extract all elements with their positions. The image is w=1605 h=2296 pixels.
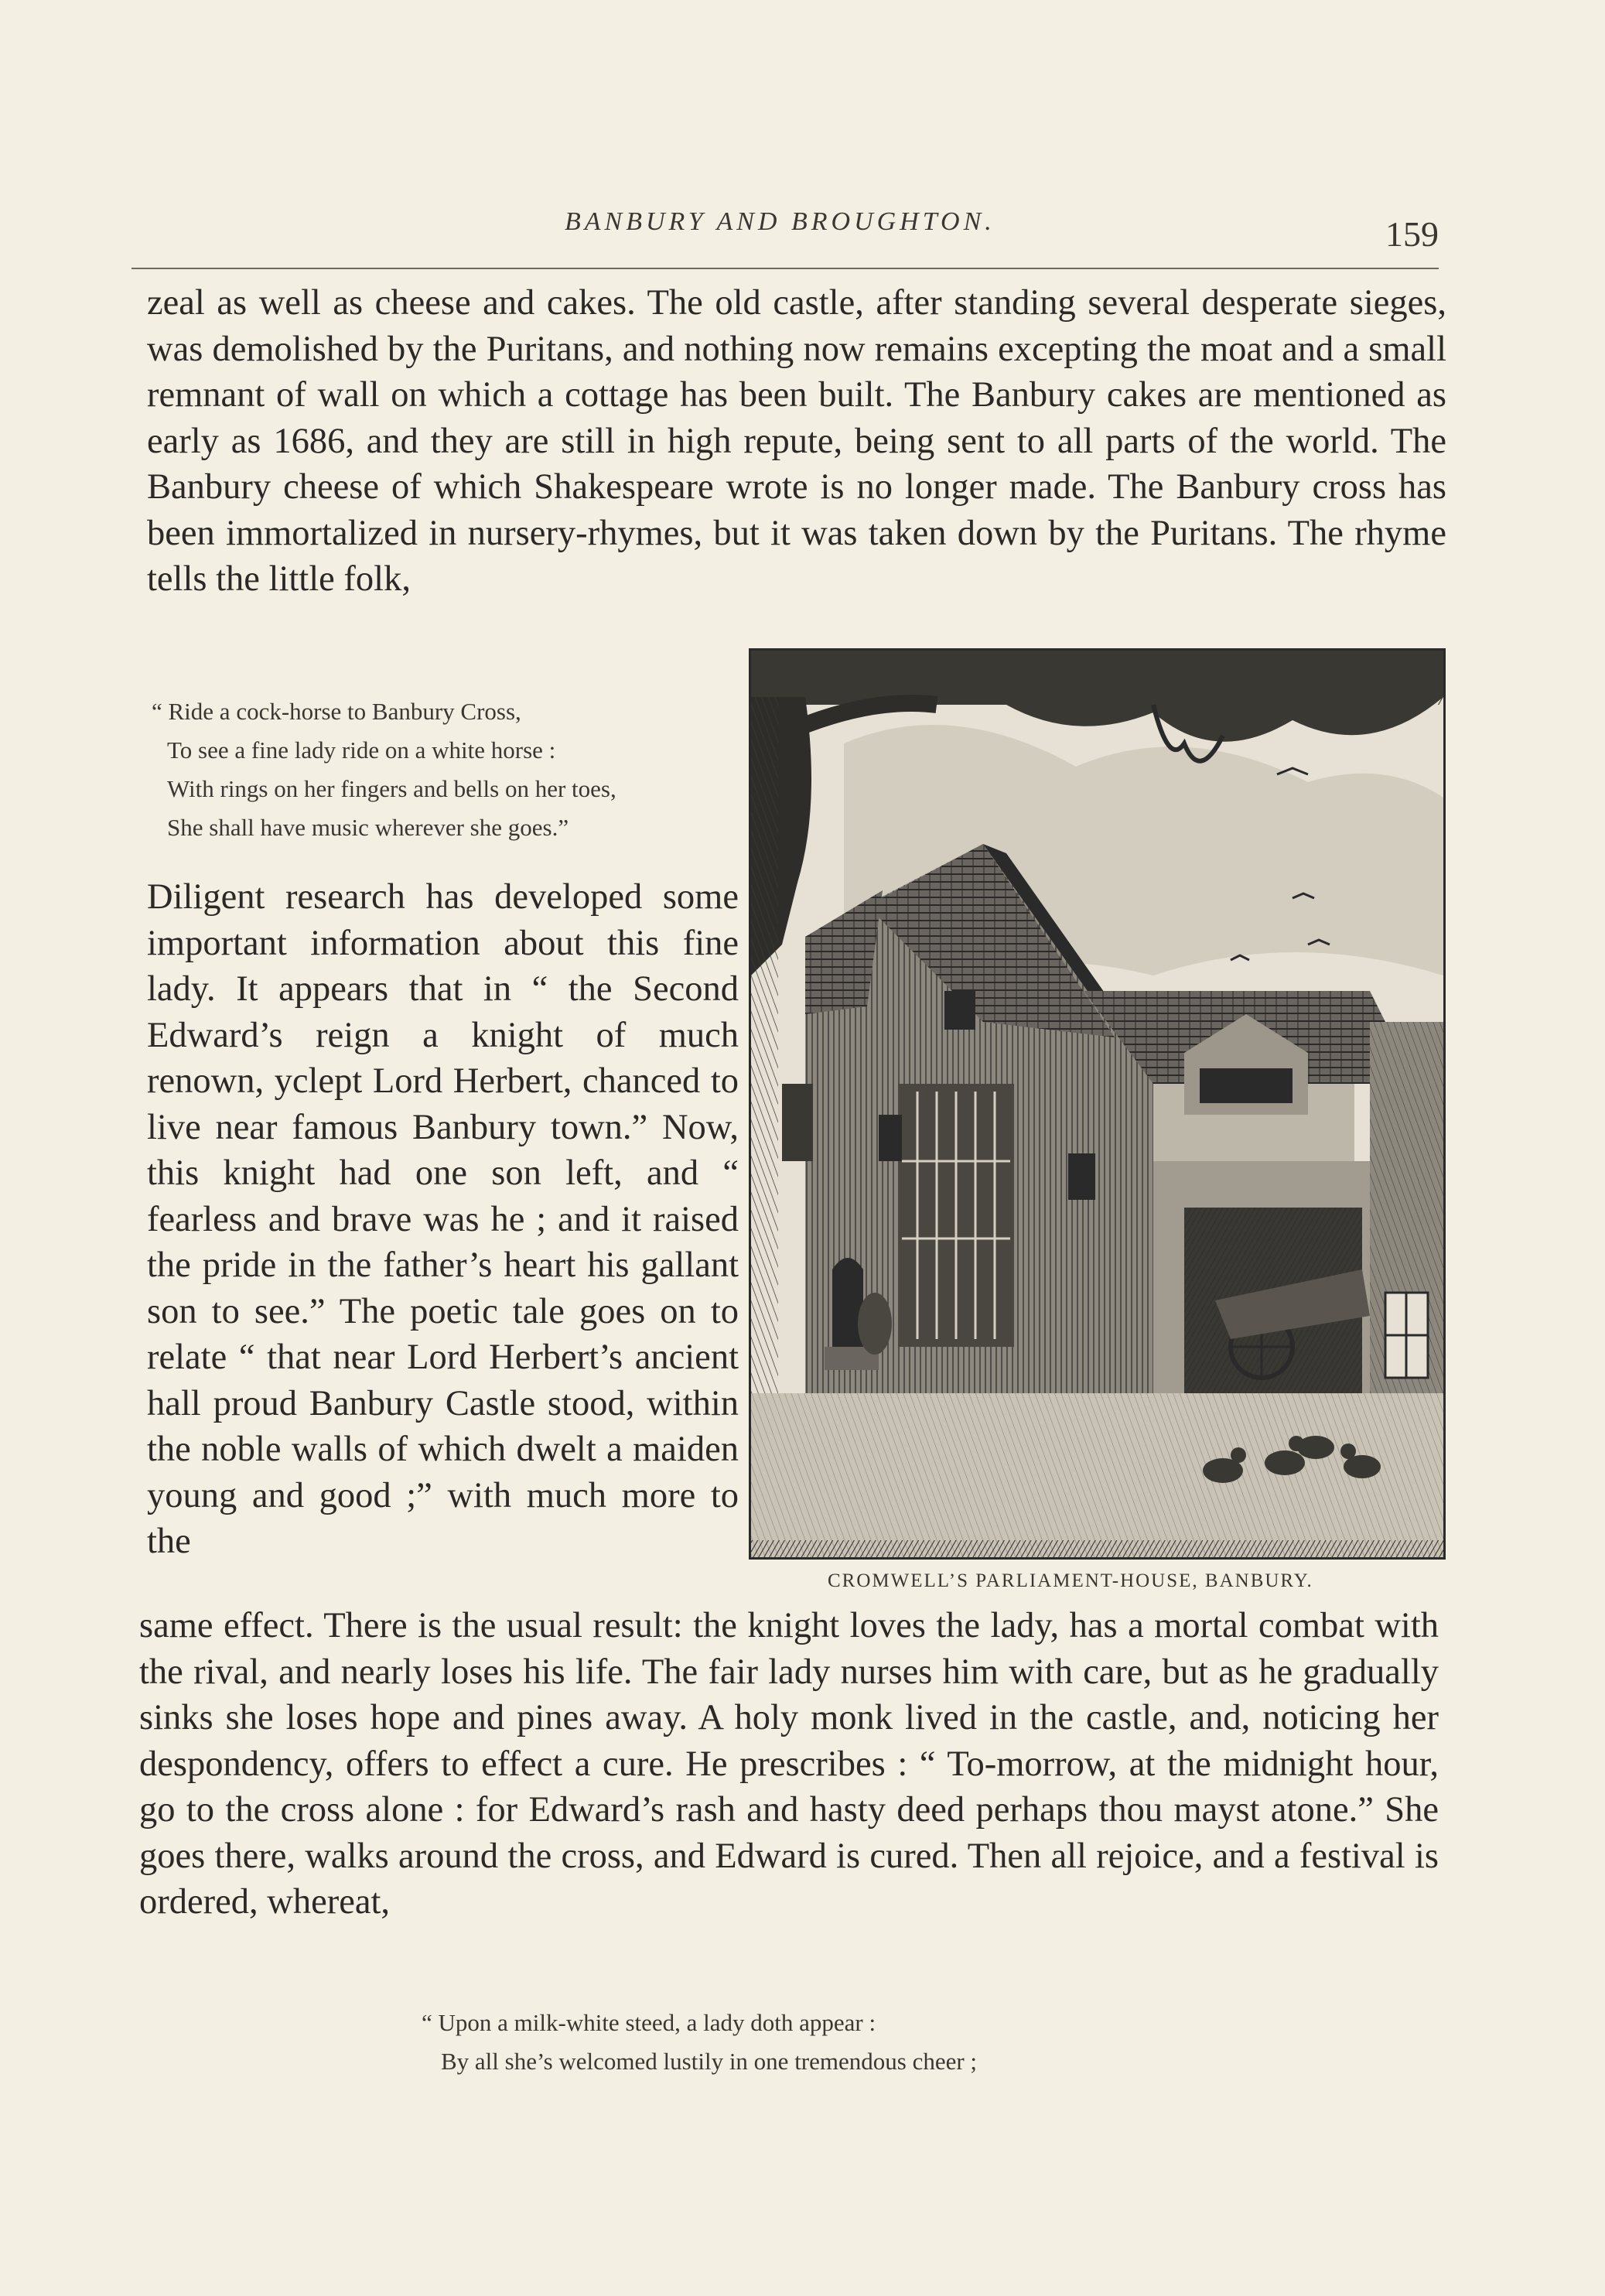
page-number: 159 — [1385, 214, 1439, 254]
verse-line: “ Upon a milk-white steed, a lady doth appear : — [422, 2009, 876, 2036]
header-rule — [131, 268, 1439, 269]
engraving-illustration — [749, 648, 1446, 1560]
verse-line: To see a fine lady ride on a white horse : — [167, 736, 556, 764]
verse-line: “ Ride a cock-horse to Banbury Cross, — [152, 698, 521, 725]
paragraph-bottom: same effect. There is the usual result: the knight loves the lady, has a mortal combat with the rival, and nearly loses his life. The fair lady nurses him with care, but as he gradually sinks she loses hope and pines away. A holy monk lived in the castle, and, noticing her despondency, offers to effect a cure. He prescribes : “ To-morrow, at the midnight hour, go to the cross alone : for Edward’s rash and hasty deed perhaps thou mayst atone.” She goes there, walks around the cross, and Edward is cured. Then all rejoice, and a festival is ordered, whereat, — [139, 1606, 1439, 1922]
engraving-drawing — [751, 651, 1443, 1557]
running-head — [131, 207, 1446, 269]
verse-ride-a-cock-horse — [152, 692, 616, 847]
running-title: BANBURY AND BROUGHTON. — [565, 207, 995, 236]
verse-milk-white-steed — [422, 2004, 977, 2081]
verse-line: With rings on her fingers and bells on her toes, — [167, 775, 616, 802]
verse-line: She shall have music wherever she goes.” — [167, 814, 569, 841]
paragraph-left: Diligent research has developed some important information about this fine lady. It appears that in “ the Second Edward’s reign a knight of much renown, yclept Lord Herbert, chanced to live near famous Banbury town.” Now, this knight had one son left, and “ fearless and brave was he ; and it raised the pride in the father’s heart his gallant son to see.” The poetic tale goes on to relate “ that near Lord Herbert’s ancient hall proud Banbury Castle stood, within the noble walls of which dwelt a maiden young and good ;” with much more to the — [147, 877, 739, 1561]
figure-caption: CROMWELL’S PARLIAMENT-HOUSE, BANBURY. — [828, 1570, 1313, 1591]
verse-line: By all she’s welcomed lustily in one tremendous cheer ; — [441, 2048, 978, 2075]
paragraph-top: zeal as well as cheese and cakes. The old castle, after standing several desperate sieges, was demolished by the Puritans, and nothing now remains excepting the moat and a small remnant of wall on which a cottage has been built. The Banbury cakes are mentioned as early as 1686, and they are still in high repute, being sent to all parts of the world. The Banbury cheese of which Shakespeare wrote is no longer made. The Banbury cross has been immortalized in nursery-rhymes, but it was taken down by the Puritans. The rhyme tells the little folk, — [147, 283, 1446, 599]
